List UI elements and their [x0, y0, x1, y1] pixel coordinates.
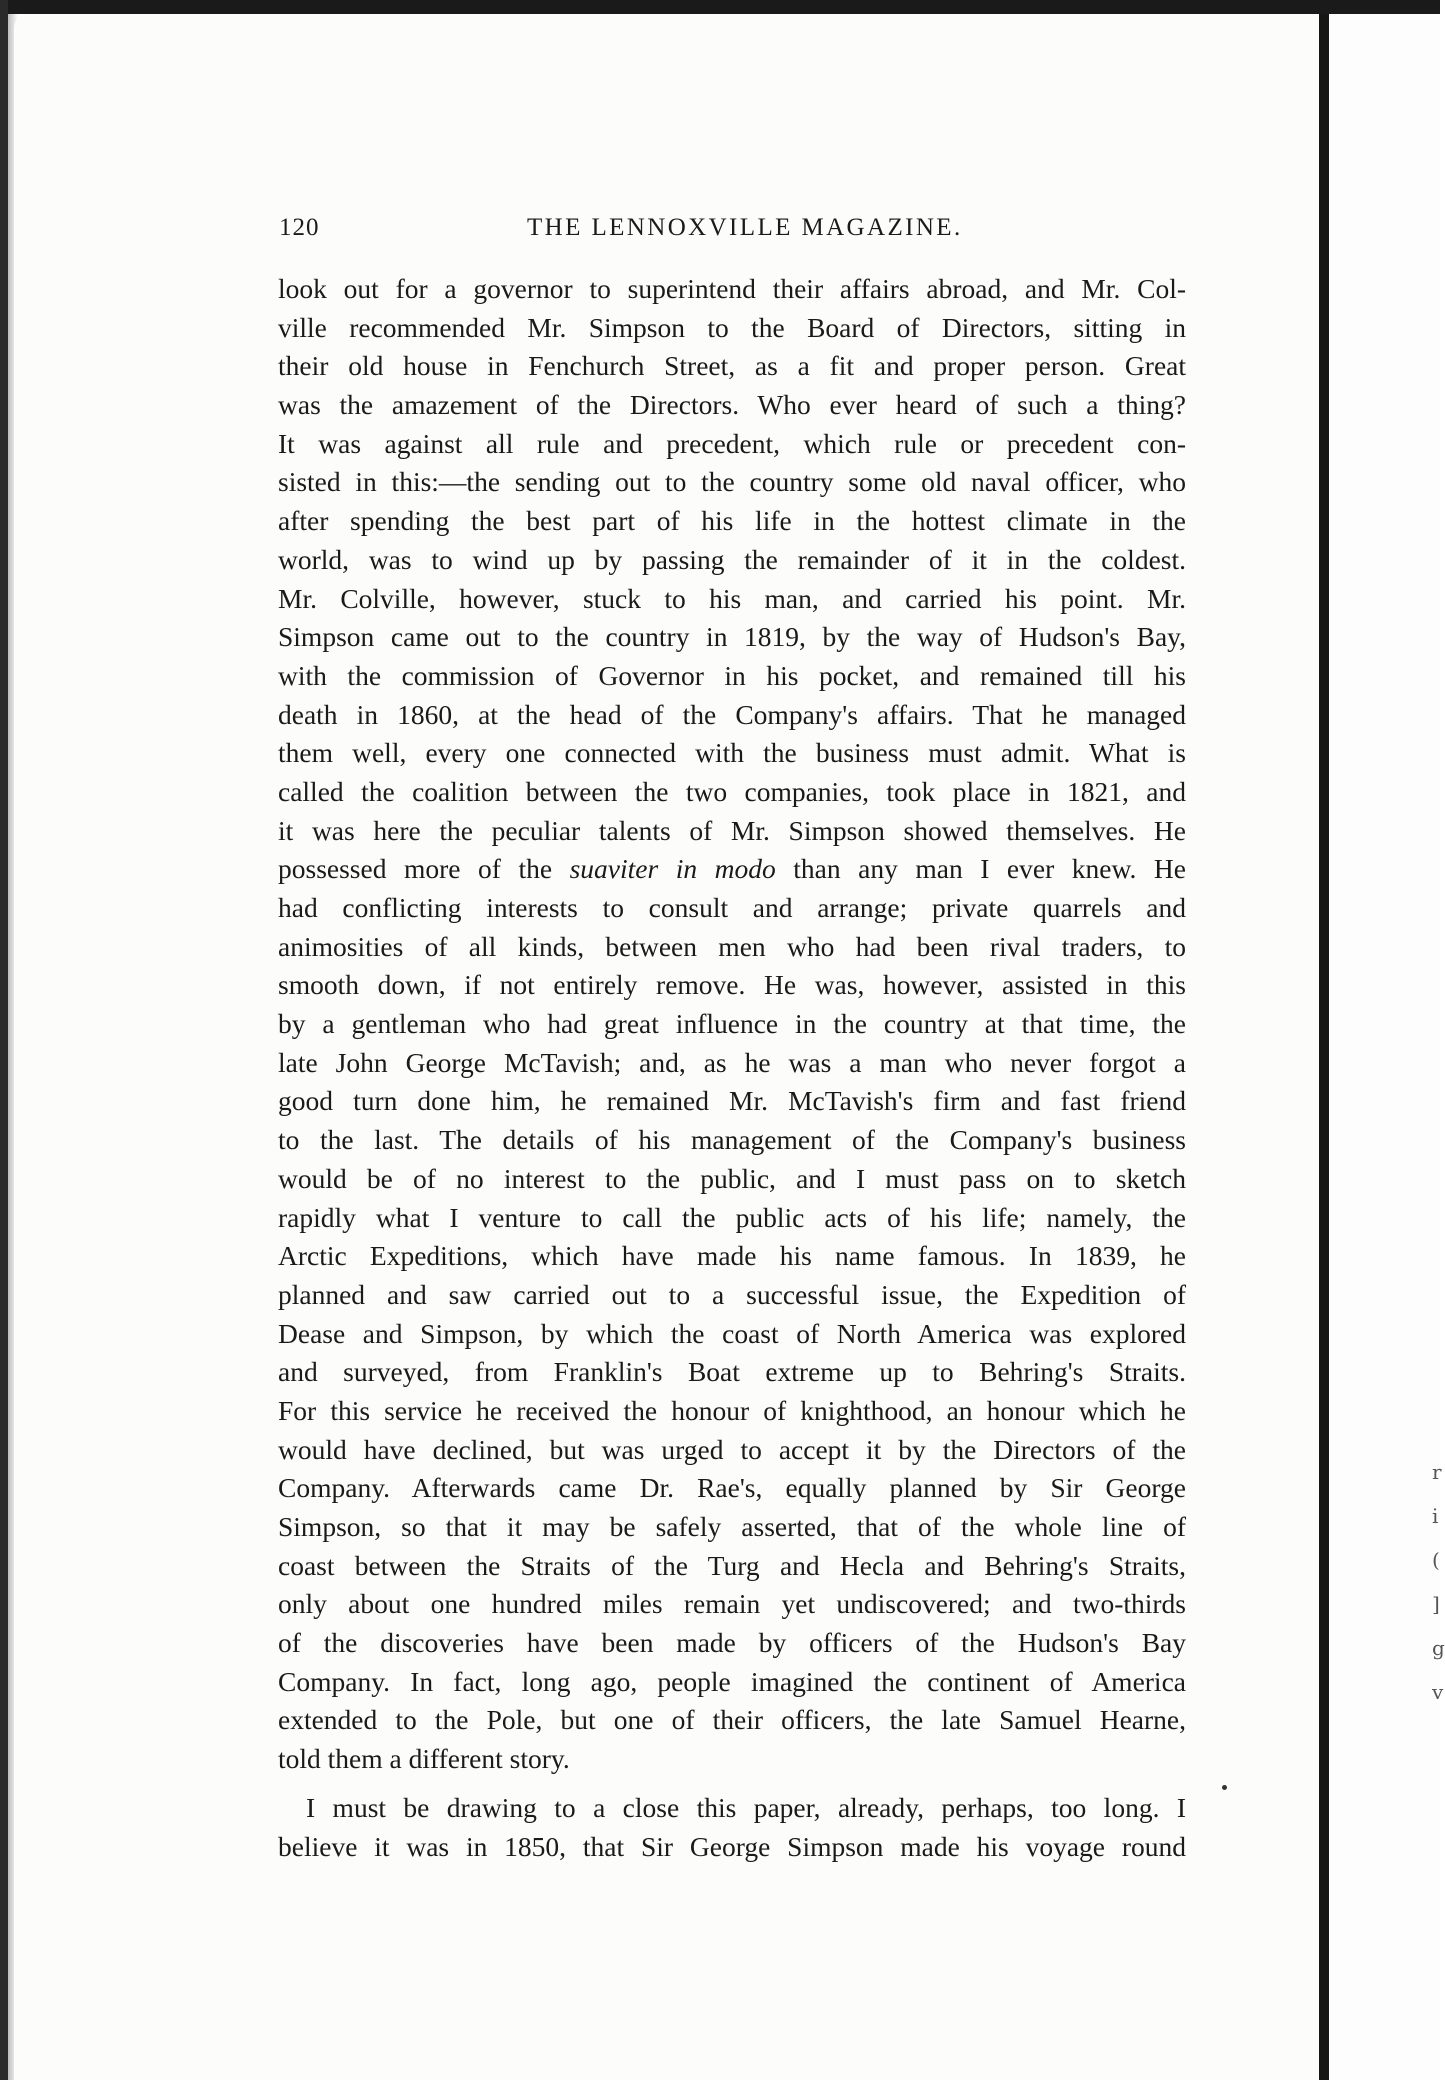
adjacent-page-edge — [1329, 14, 1445, 2080]
text-line: was the amazement of the Directors. Who ever heard of such a thing? — [278, 389, 1186, 421]
text-line: called the coalition between the two companies, took place in 1821, and — [278, 775, 1186, 807]
adjacent-page-letter: g — [1432, 1636, 1445, 1660]
text-line: death in 1860, at the head of the Company's affairs. That he managed — [278, 698, 1186, 730]
text-line: I must be drawing to a close this paper, already, perhaps, too long. I — [306, 1791, 1186, 1823]
adjacent-page-letter: v — [1432, 1680, 1444, 1704]
text-line: them well, every one connected with the business must admit. What is — [278, 737, 1186, 769]
text-line: Arctic Expeditions, which have made his name famous. In 1839, he — [278, 1240, 1186, 1272]
paragraph-gap — [278, 1779, 1186, 1789]
text-line: coast between the Straits of the Turg and Hecla and Behring's Straits, — [278, 1549, 1186, 1581]
paragraph-1 — [278, 270, 1186, 1779]
scan-left-border — [0, 0, 8, 2080]
adjacent-page-letter: ] — [1432, 1592, 1440, 1616]
text-line: had conflicting interests to consult and arrange; private quarrels and — [278, 892, 1186, 923]
text-line: only about one hundred miles remain yet undiscovered; and two-thirds — [278, 1588, 1186, 1620]
book-page — [14, 14, 1319, 2080]
text-line: to the last. The details of his management of the Company's business — [278, 1124, 1186, 1156]
adjacent-page-letter: ( — [1432, 1548, 1440, 1572]
text-line: after spending the best part of his life in the hottest climate in the — [278, 505, 1186, 537]
text-line: would have declined, but was urged to accept it by the Directors of the — [278, 1433, 1186, 1465]
text-line: extended to the Pole, but one of their officers, the late Samuel Hearne, — [278, 1704, 1186, 1736]
adjacent-page-letters — [1432, 1450, 1445, 1714]
text-line: their old house in Fenchurch Street, as a fit and proper person. Great — [278, 350, 1186, 382]
text-line: sisted in this:—the sending out to the country some old naval officer, who — [278, 466, 1186, 498]
text-line: and surveyed, from Franklin's Boat extreme up to Behring's Straits. — [278, 1356, 1186, 1388]
text-line: world, was to wind up by passing the remainder of it in the coldest. — [278, 543, 1186, 575]
text-line: believe it was in 1850, that Sir George Simpson made his voyage round — [278, 1830, 1186, 1862]
text-line: Simpson, so that it may be safely asserted, that of the whole line of — [278, 1511, 1186, 1542]
margin-dot — [1222, 1785, 1227, 1790]
text-line: rapidly what I venture to call the public acts of his life; namely, the — [278, 1201, 1186, 1233]
adjacent-page-letter: i — [1432, 1504, 1439, 1528]
page-number: 120 — [279, 214, 320, 241]
text-line: planned and saw carried out to a successful issue, the Expedition of — [278, 1278, 1186, 1310]
text-line: It was against all rule and precedent, which rule or precedent con- — [278, 427, 1186, 459]
text-line: ville recommended Mr. Simpson to the Board of Directors, sitting in — [278, 311, 1186, 343]
running-head: THE LENNOXVILLE MAGAZINE. — [527, 214, 963, 241]
text-line: it was here the peculiar talents of Mr. Simpson showed themselves. He — [278, 814, 1186, 846]
text-line: good turn done him, he remained Mr. McTavish's firm and fast friend — [278, 1085, 1186, 1117]
text-line: told them a different story. — [278, 1743, 570, 1775]
body-text — [278, 270, 1186, 1866]
text-line: by a gentleman who had great influence in the country at that time, the — [278, 1008, 1186, 1040]
paragraph-2 — [278, 1789, 1186, 1866]
text-line: with the commission of Governor in his pocket, and remained till his — [278, 659, 1186, 691]
text-line: Dease and Simpson, by which the coast of North America was explored — [278, 1317, 1186, 1349]
text-line: animosities of all kinds, between men who had been rival traders, to — [278, 930, 1186, 962]
text-line: smooth down, if not entirely remove. He was, however, assisted in this — [278, 969, 1186, 1001]
adjacent-page-letter: r — [1432, 1460, 1442, 1484]
text-line: possessed more of the suaviter in modo than any man I ever knew. He — [278, 853, 1186, 885]
text-line: For this service he received the honour of knighthood, an honour which he — [278, 1394, 1186, 1426]
text-line: look out for a governor to superintend their affairs abroad, and Mr. Col- — [278, 273, 1186, 304]
italic-phrase: suaviter in modo — [569, 853, 776, 885]
text-line: of the discoveries have been made by officers of the Hudson's Bay — [278, 1627, 1186, 1659]
scan-top-border — [0, 0, 1440, 14]
text-line: would be of no interest to the public, and I must pass on to sketch — [278, 1162, 1186, 1194]
book-gutter — [1319, 14, 1329, 2080]
text-line: Simpson came out to the country in 1819, by the way of Hudson's Bay, — [278, 621, 1186, 653]
text-line: late John George McTavish; and, as he was a man who never forgot a — [278, 1046, 1186, 1078]
text-line: Company. In fact, long ago, people imagined the continent of America — [278, 1665, 1186, 1697]
text-line: Mr. Colville, however, stuck to his man, and carried his point. Mr. — [278, 582, 1186, 614]
text-line: Company. Afterwards came Dr. Rae's, equally planned by Sir George — [278, 1472, 1186, 1504]
